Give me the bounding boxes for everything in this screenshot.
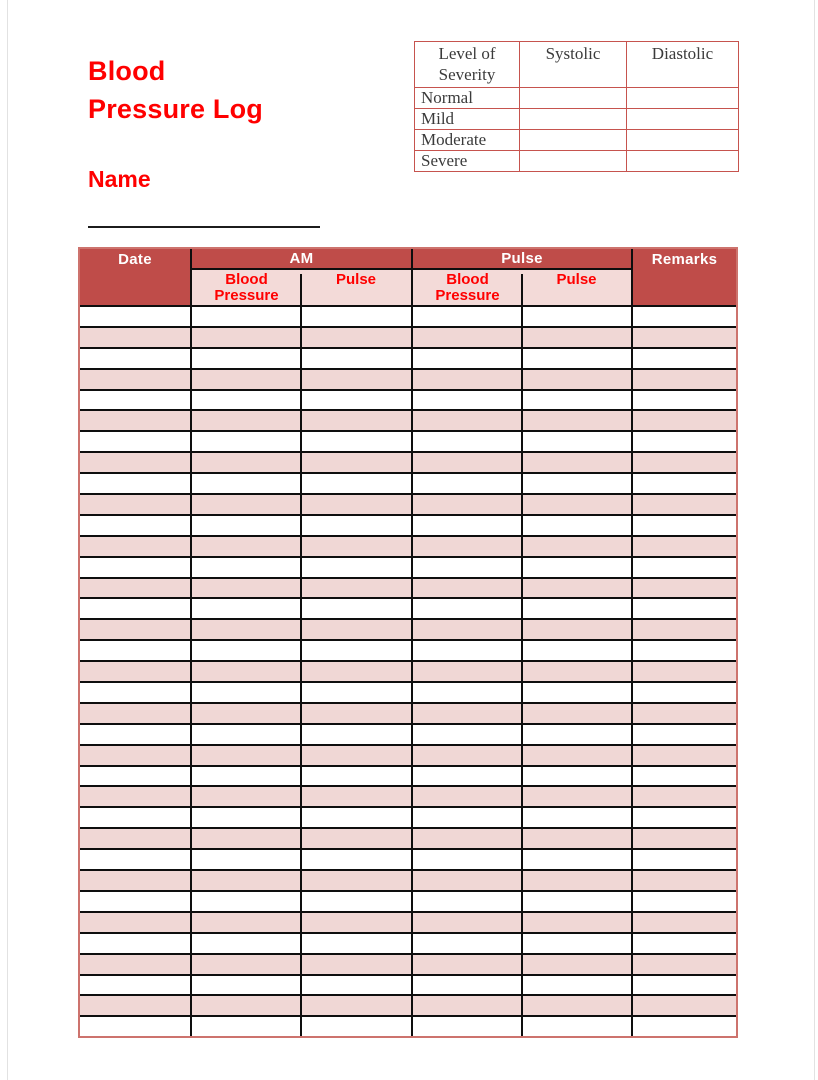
cell-pm-blood-pressure xyxy=(412,703,522,724)
cell-pm-blood-pressure xyxy=(412,1016,522,1036)
cell-date xyxy=(80,327,191,348)
cell-date xyxy=(80,954,191,975)
cell-am-blood-pressure xyxy=(191,954,301,975)
cell-date xyxy=(80,1016,191,1036)
log-row xyxy=(80,682,736,703)
cell-am-pulse xyxy=(301,494,412,515)
cell-pm-blood-pressure xyxy=(412,828,522,849)
cell-pm-pulse xyxy=(522,640,632,661)
cell-remarks xyxy=(632,724,736,745)
cell-pm-pulse xyxy=(522,410,632,431)
log-row xyxy=(80,473,736,494)
cell-date xyxy=(80,891,191,912)
cell-pm-pulse xyxy=(522,954,632,975)
log-row xyxy=(80,557,736,578)
name-underline xyxy=(88,226,320,228)
cell-remarks xyxy=(632,598,736,619)
cell-remarks xyxy=(632,703,736,724)
cell-date xyxy=(80,640,191,661)
subheader-label: Pulse xyxy=(335,271,377,288)
log-row xyxy=(80,995,736,1016)
cell-am-pulse xyxy=(301,640,412,661)
cell-remarks xyxy=(632,954,736,975)
cell-am-pulse xyxy=(301,870,412,891)
cell-am-blood-pressure xyxy=(191,682,301,703)
severity-header-row xyxy=(415,42,739,88)
severity-table xyxy=(414,41,739,172)
cell-am-pulse xyxy=(301,390,412,411)
cell-pm-pulse xyxy=(522,828,632,849)
cell-am-pulse xyxy=(301,975,412,996)
cell-date xyxy=(80,828,191,849)
cell-remarks xyxy=(632,828,736,849)
cell-am-blood-pressure xyxy=(191,494,301,515)
cell-am-pulse xyxy=(301,598,412,619)
log-row xyxy=(80,494,736,515)
cell-am-pulse xyxy=(301,536,412,557)
cell-date xyxy=(80,369,191,390)
cell-remarks xyxy=(632,891,736,912)
cell-date xyxy=(80,431,191,452)
systolic-cell xyxy=(520,151,627,172)
cell-am-pulse xyxy=(301,995,412,1016)
title-line-1: Blood xyxy=(88,56,166,86)
cell-pm-blood-pressure xyxy=(412,494,522,515)
cell-am-pulse xyxy=(301,327,412,348)
cell-date xyxy=(80,515,191,536)
cell-am-pulse xyxy=(301,1016,412,1036)
cell-am-blood-pressure xyxy=(191,661,301,682)
log-row xyxy=(80,515,736,536)
log-table xyxy=(78,247,738,1038)
cell-remarks xyxy=(632,661,736,682)
name-label: Name xyxy=(88,166,151,192)
log-row xyxy=(80,578,736,599)
cell-am-pulse xyxy=(301,954,412,975)
cell-remarks xyxy=(632,786,736,807)
cell-am-blood-pressure xyxy=(191,306,301,327)
severity-header-diastolic: Diastolic xyxy=(627,42,739,88)
cell-am-pulse xyxy=(301,682,412,703)
cell-am-pulse xyxy=(301,912,412,933)
cell-am-pulse xyxy=(301,807,412,828)
cell-pm-blood-pressure xyxy=(412,452,522,473)
cell-am-blood-pressure xyxy=(191,995,301,1016)
cell-date xyxy=(80,745,191,766)
cell-am-blood-pressure xyxy=(191,348,301,369)
cell-pm-blood-pressure xyxy=(412,431,522,452)
cell-pm-pulse xyxy=(522,390,632,411)
cell-pm-pulse xyxy=(522,1016,632,1036)
cell-pm-blood-pressure xyxy=(412,954,522,975)
diastolic-cell xyxy=(627,109,739,130)
cell-am-blood-pressure xyxy=(191,849,301,870)
cell-pm-blood-pressure xyxy=(412,975,522,996)
cell-remarks xyxy=(632,975,736,996)
cell-am-blood-pressure xyxy=(191,327,301,348)
cell-pm-pulse xyxy=(522,703,632,724)
log-row xyxy=(80,536,736,557)
subheader-label: Blood Pressure xyxy=(214,271,279,304)
severity-header-level: Level of Severity xyxy=(415,42,520,88)
severity-header-systolic: Systolic xyxy=(520,42,627,88)
cell-am-pulse xyxy=(301,891,412,912)
cell-am-blood-pressure xyxy=(191,828,301,849)
cell-am-pulse xyxy=(301,410,412,431)
cell-pm-blood-pressure xyxy=(412,390,522,411)
cell-am-blood-pressure xyxy=(191,891,301,912)
systolic-cell xyxy=(520,88,627,109)
cell-remarks xyxy=(632,452,736,473)
cell-date xyxy=(80,306,191,327)
severity-row-mild xyxy=(415,109,739,130)
subheader-label: Blood Pressure xyxy=(435,271,500,304)
cell-pm-pulse xyxy=(522,306,632,327)
log-row xyxy=(80,766,736,787)
cell-pm-pulse xyxy=(522,473,632,494)
cell-am-pulse xyxy=(301,306,412,327)
cell-pm-pulse xyxy=(522,494,632,515)
cell-pm-blood-pressure xyxy=(412,348,522,369)
cell-date xyxy=(80,452,191,473)
log-row xyxy=(80,870,736,891)
title-line-2: Pressure Log xyxy=(88,94,263,124)
cell-pm-pulse xyxy=(522,598,632,619)
cell-am-pulse xyxy=(301,828,412,849)
cell-remarks xyxy=(632,1016,736,1036)
cell-remarks xyxy=(632,766,736,787)
cell-am-pulse xyxy=(301,348,412,369)
cell-pm-blood-pressure xyxy=(412,619,522,640)
cell-remarks xyxy=(632,619,736,640)
cell-remarks xyxy=(632,327,736,348)
cell-pm-blood-pressure xyxy=(412,515,522,536)
cell-am-pulse xyxy=(301,766,412,787)
cell-date xyxy=(80,912,191,933)
page-edge-right xyxy=(814,0,815,1080)
cell-date xyxy=(80,766,191,787)
cell-pm-pulse xyxy=(522,536,632,557)
cell-pm-blood-pressure xyxy=(412,995,522,1016)
log-row xyxy=(80,724,736,745)
cell-pm-blood-pressure xyxy=(412,473,522,494)
cell-am-pulse xyxy=(301,619,412,640)
log-row xyxy=(80,954,736,975)
log-row xyxy=(80,703,736,724)
cell-am-blood-pressure xyxy=(191,536,301,557)
cell-date xyxy=(80,661,191,682)
page-edge-left xyxy=(7,0,8,1080)
log-row xyxy=(80,912,736,933)
cell-am-blood-pressure xyxy=(191,807,301,828)
cell-pm-pulse xyxy=(522,369,632,390)
log-header-date: Date xyxy=(80,249,191,306)
cell-pm-blood-pressure xyxy=(412,807,522,828)
cell-am-blood-pressure xyxy=(191,786,301,807)
log-row xyxy=(80,828,736,849)
log-row xyxy=(80,390,736,411)
log-row xyxy=(80,1016,736,1036)
cell-remarks xyxy=(632,369,736,390)
cell-date xyxy=(80,578,191,599)
cell-remarks xyxy=(632,348,736,369)
cell-am-blood-pressure xyxy=(191,870,301,891)
cell-pm-pulse xyxy=(522,557,632,578)
cell-am-blood-pressure xyxy=(191,975,301,996)
cell-remarks xyxy=(632,515,736,536)
cell-pm-blood-pressure xyxy=(412,766,522,787)
cell-am-pulse xyxy=(301,578,412,599)
log-row xyxy=(80,849,736,870)
severity-row-normal xyxy=(415,88,739,109)
cell-pm-blood-pressure xyxy=(412,640,522,661)
cell-pm-pulse xyxy=(522,431,632,452)
cell-am-blood-pressure xyxy=(191,745,301,766)
cell-am-blood-pressure xyxy=(191,619,301,640)
cell-date xyxy=(80,933,191,954)
cell-date xyxy=(80,995,191,1016)
cell-am-pulse xyxy=(301,369,412,390)
cell-remarks xyxy=(632,390,736,411)
severity-label: Mild xyxy=(415,109,520,130)
cell-remarks xyxy=(632,494,736,515)
cell-date xyxy=(80,724,191,745)
cell-pm-blood-pressure xyxy=(412,891,522,912)
cell-remarks xyxy=(632,536,736,557)
cell-date xyxy=(80,786,191,807)
log-header-pm: Pulse xyxy=(412,249,632,269)
log-subheader-pm-pulse xyxy=(522,269,632,306)
page-title xyxy=(88,52,263,128)
cell-remarks xyxy=(632,410,736,431)
cell-remarks xyxy=(632,306,736,327)
cell-remarks xyxy=(632,557,736,578)
cell-am-blood-pressure xyxy=(191,640,301,661)
cell-am-blood-pressure xyxy=(191,410,301,431)
log-row xyxy=(80,975,736,996)
log-header-remarks: Remarks xyxy=(632,249,736,306)
log-row xyxy=(80,598,736,619)
cell-am-pulse xyxy=(301,745,412,766)
cell-pm-pulse xyxy=(522,724,632,745)
log-row xyxy=(80,933,736,954)
cell-pm-pulse xyxy=(522,912,632,933)
cell-am-blood-pressure xyxy=(191,452,301,473)
log-header-am: AM xyxy=(191,249,412,269)
log-header-row xyxy=(80,249,736,269)
log-row xyxy=(80,348,736,369)
cell-remarks xyxy=(632,933,736,954)
cell-remarks xyxy=(632,912,736,933)
log-row xyxy=(80,410,736,431)
cell-pm-blood-pressure xyxy=(412,661,522,682)
log-row xyxy=(80,661,736,682)
cell-pm-pulse xyxy=(522,766,632,787)
cell-remarks xyxy=(632,682,736,703)
cell-pm-blood-pressure xyxy=(412,410,522,431)
cell-am-blood-pressure xyxy=(191,766,301,787)
diastolic-cell xyxy=(627,130,739,151)
cell-am-pulse xyxy=(301,557,412,578)
cell-pm-pulse xyxy=(522,661,632,682)
cell-pm-pulse xyxy=(522,807,632,828)
cell-am-blood-pressure xyxy=(191,724,301,745)
cell-remarks xyxy=(632,640,736,661)
cell-pm-pulse xyxy=(522,849,632,870)
cell-pm-blood-pressure xyxy=(412,849,522,870)
cell-pm-blood-pressure xyxy=(412,536,522,557)
log-row xyxy=(80,640,736,661)
cell-pm-pulse xyxy=(522,975,632,996)
cell-date xyxy=(80,619,191,640)
cell-am-blood-pressure xyxy=(191,578,301,599)
cell-pm-pulse xyxy=(522,745,632,766)
cell-remarks xyxy=(632,578,736,599)
cell-pm-blood-pressure xyxy=(412,870,522,891)
cell-date xyxy=(80,682,191,703)
systolic-cell xyxy=(520,109,627,130)
cell-remarks xyxy=(632,807,736,828)
cell-am-blood-pressure xyxy=(191,912,301,933)
severity-row-moderate xyxy=(415,130,739,151)
cell-date xyxy=(80,473,191,494)
cell-date xyxy=(80,870,191,891)
cell-am-pulse xyxy=(301,515,412,536)
log-row xyxy=(80,619,736,640)
cell-pm-blood-pressure xyxy=(412,598,522,619)
cell-remarks xyxy=(632,849,736,870)
cell-pm-pulse xyxy=(522,619,632,640)
cell-am-pulse xyxy=(301,724,412,745)
cell-pm-pulse xyxy=(522,682,632,703)
cell-pm-pulse xyxy=(522,452,632,473)
cell-date xyxy=(80,390,191,411)
cell-date xyxy=(80,557,191,578)
cell-date xyxy=(80,348,191,369)
log-row xyxy=(80,891,736,912)
cell-remarks xyxy=(632,995,736,1016)
cell-pm-blood-pressure xyxy=(412,306,522,327)
cell-remarks xyxy=(632,870,736,891)
severity-row-severe xyxy=(415,151,739,172)
cell-date xyxy=(80,975,191,996)
cell-am-pulse xyxy=(301,452,412,473)
cell-am-blood-pressure xyxy=(191,703,301,724)
cell-am-blood-pressure xyxy=(191,557,301,578)
severity-label: Moderate xyxy=(415,130,520,151)
cell-date xyxy=(80,536,191,557)
log-row xyxy=(80,786,736,807)
cell-am-blood-pressure xyxy=(191,933,301,954)
diastolic-cell xyxy=(627,88,739,109)
cell-pm-blood-pressure xyxy=(412,578,522,599)
diastolic-cell xyxy=(627,151,739,172)
cell-am-blood-pressure xyxy=(191,369,301,390)
cell-pm-blood-pressure xyxy=(412,327,522,348)
cell-date xyxy=(80,703,191,724)
cell-pm-pulse xyxy=(522,786,632,807)
cell-am-pulse xyxy=(301,661,412,682)
cell-date xyxy=(80,598,191,619)
cell-remarks xyxy=(632,473,736,494)
cell-am-blood-pressure xyxy=(191,598,301,619)
log-row xyxy=(80,452,736,473)
cell-pm-pulse xyxy=(522,578,632,599)
cell-date xyxy=(80,494,191,515)
cell-pm-pulse xyxy=(522,870,632,891)
log-row xyxy=(80,745,736,766)
cell-am-pulse xyxy=(301,473,412,494)
log-subheader-pm-bp xyxy=(412,269,522,306)
cell-am-pulse xyxy=(301,933,412,954)
severity-label: Normal xyxy=(415,88,520,109)
cell-am-blood-pressure xyxy=(191,515,301,536)
log-subheader-am-pulse xyxy=(301,269,412,306)
cell-pm-blood-pressure xyxy=(412,682,522,703)
cell-pm-blood-pressure xyxy=(412,369,522,390)
severity-label: Severe xyxy=(415,151,520,172)
cell-pm-blood-pressure xyxy=(412,786,522,807)
cell-am-pulse xyxy=(301,849,412,870)
cell-pm-pulse xyxy=(522,933,632,954)
cell-pm-pulse xyxy=(522,515,632,536)
log-subheader-am-bp xyxy=(191,269,301,306)
subheader-label: Pulse xyxy=(556,271,597,288)
cell-date xyxy=(80,807,191,828)
cell-remarks xyxy=(632,431,736,452)
log-row xyxy=(80,327,736,348)
cell-pm-blood-pressure xyxy=(412,724,522,745)
cell-pm-blood-pressure xyxy=(412,745,522,766)
cell-date xyxy=(80,410,191,431)
cell-pm-blood-pressure xyxy=(412,933,522,954)
cell-remarks xyxy=(632,745,736,766)
cell-am-blood-pressure xyxy=(191,431,301,452)
cell-pm-pulse xyxy=(522,891,632,912)
log-row xyxy=(80,369,736,390)
cell-pm-blood-pressure xyxy=(412,557,522,578)
log-row xyxy=(80,431,736,452)
cell-am-pulse xyxy=(301,703,412,724)
cell-am-pulse xyxy=(301,786,412,807)
cell-pm-pulse xyxy=(522,995,632,1016)
cell-pm-pulse xyxy=(522,327,632,348)
cell-date xyxy=(80,849,191,870)
cell-am-pulse xyxy=(301,431,412,452)
cell-am-blood-pressure xyxy=(191,390,301,411)
log-table-body xyxy=(80,306,736,1036)
cell-am-blood-pressure xyxy=(191,473,301,494)
log-row xyxy=(80,306,736,327)
cell-am-blood-pressure xyxy=(191,1016,301,1036)
systolic-cell xyxy=(520,130,627,151)
cell-pm-blood-pressure xyxy=(412,912,522,933)
cell-pm-pulse xyxy=(522,348,632,369)
log-row xyxy=(80,807,736,828)
